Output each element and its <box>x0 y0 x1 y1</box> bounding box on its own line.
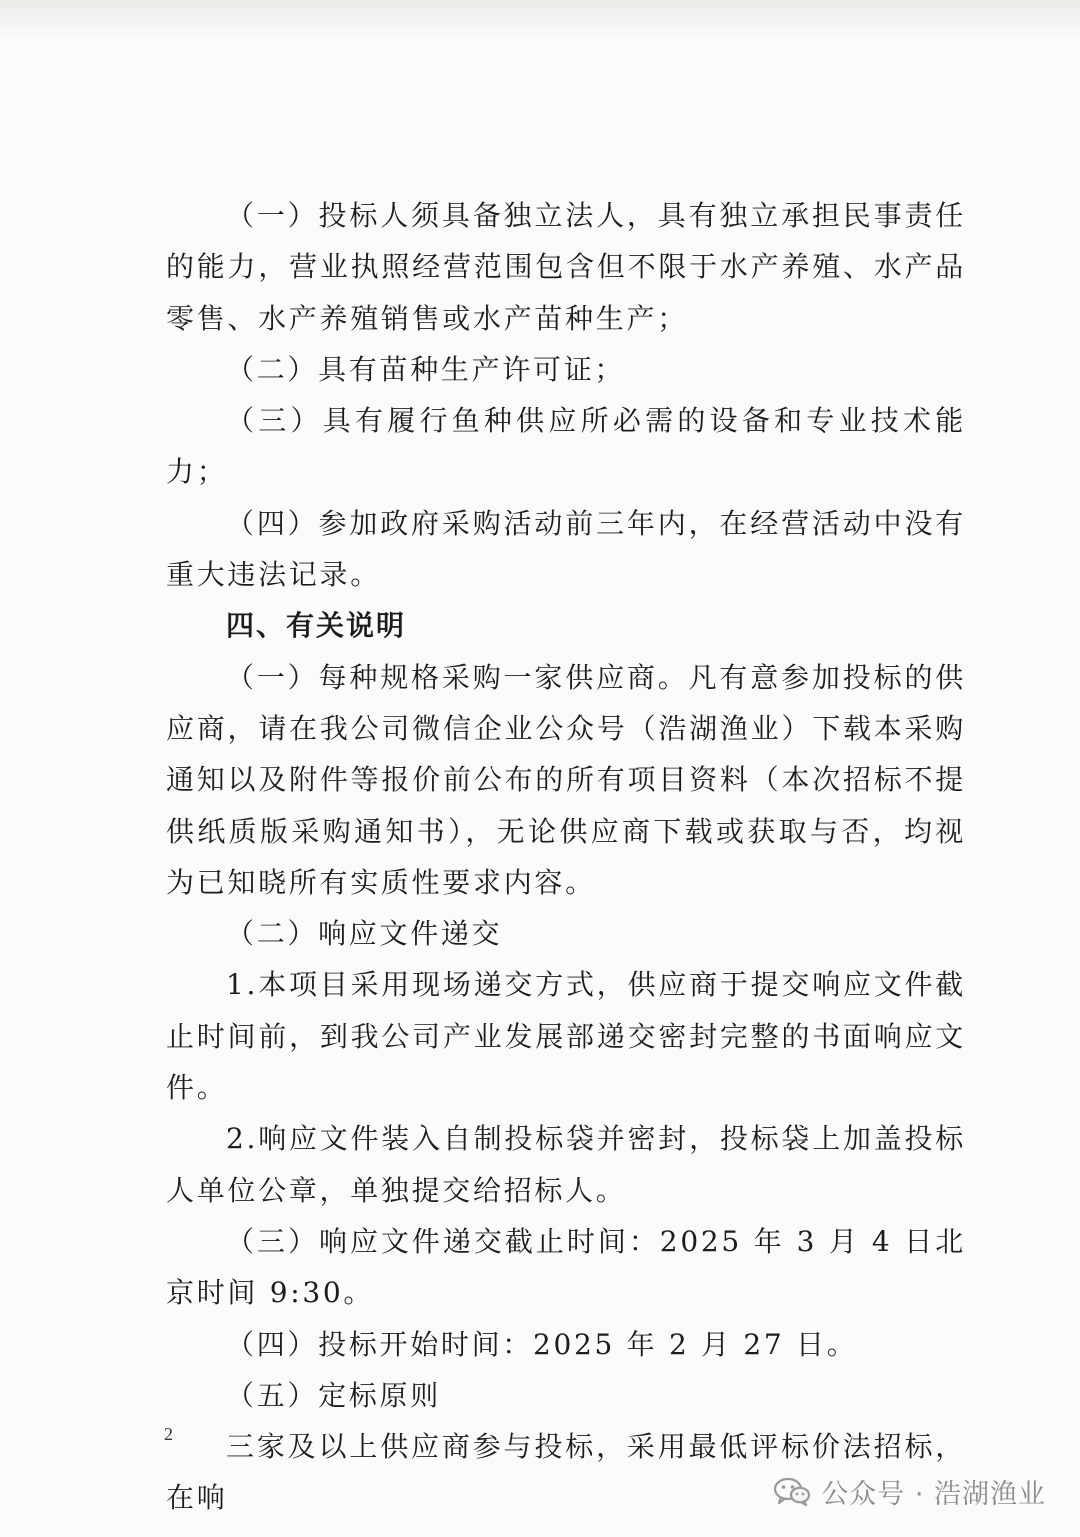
document-body <box>166 190 966 1524</box>
section-heading-notes: 四、有关说明 <box>226 609 407 643</box>
bid-start-time: （四）投标开始时间：2025 年 2 月 27 日。 <box>226 1327 858 1361</box>
wechat-icon <box>773 1476 811 1508</box>
notes-item-2-title: （二）响应文件递交 <box>226 917 503 951</box>
scan-top-shadow <box>0 0 1080 40</box>
qualification-item-3: （三）具有履行鱼种供应所必需的设备和专业技术能力； <box>166 404 966 489</box>
submission-deadline: （三）响应文件递交截止时间：2025 年 3 月 4 日北京时间 9:30。 <box>166 1224 966 1310</box>
qualification-item-4: （四）参加政府采购活动前三年内，在经营活动中没有重大违法记录。 <box>166 506 966 592</box>
watermark <box>773 1472 1046 1511</box>
award-principle-text: 三家及以上供应商参与投标，采用最低评标价法招标，在响 <box>166 1430 966 1515</box>
qualification-item-2: （二）具有苗种生产许可证； <box>226 352 626 386</box>
notes-item-1: （一）每种规格采购一家供应商。凡有意参加投标的供应商，请在我公司微信企业公众号（浩湖渔业）下载本采购通知以及附件等报价前公布的所有项目资料（本次招标不提供纸质版采购通知书），无论供应商下载或获取与否，均视为已知晓所有实质性要求内容。 <box>166 660 966 899</box>
submission-rule-2: 2.响应文件装入自制投标袋并密封，投标袋上加盖投标人单位公章，单独提交给招标人。 <box>166 1122 966 1207</box>
submission-rule-1: 1.本项目采用现场递交方式，供应商于提交响应文件截止时间前，到我公司产业发展部递交密封完整的书面响应文件。 <box>166 968 966 1105</box>
qualification-item-1: （一）投标人须具备独立法人，具有独立承担民事责任的能力，营业执照经营范围包含但不限于水产养殖、水产品零售、水产养殖销售或水产苗种生产； <box>166 199 966 335</box>
page-number: 2 <box>164 1424 173 1444</box>
award-principle-title: （五）定标原则 <box>226 1378 441 1412</box>
watermark-text: 公众号 · 浩湖渔业 <box>821 1479 1046 1510</box>
